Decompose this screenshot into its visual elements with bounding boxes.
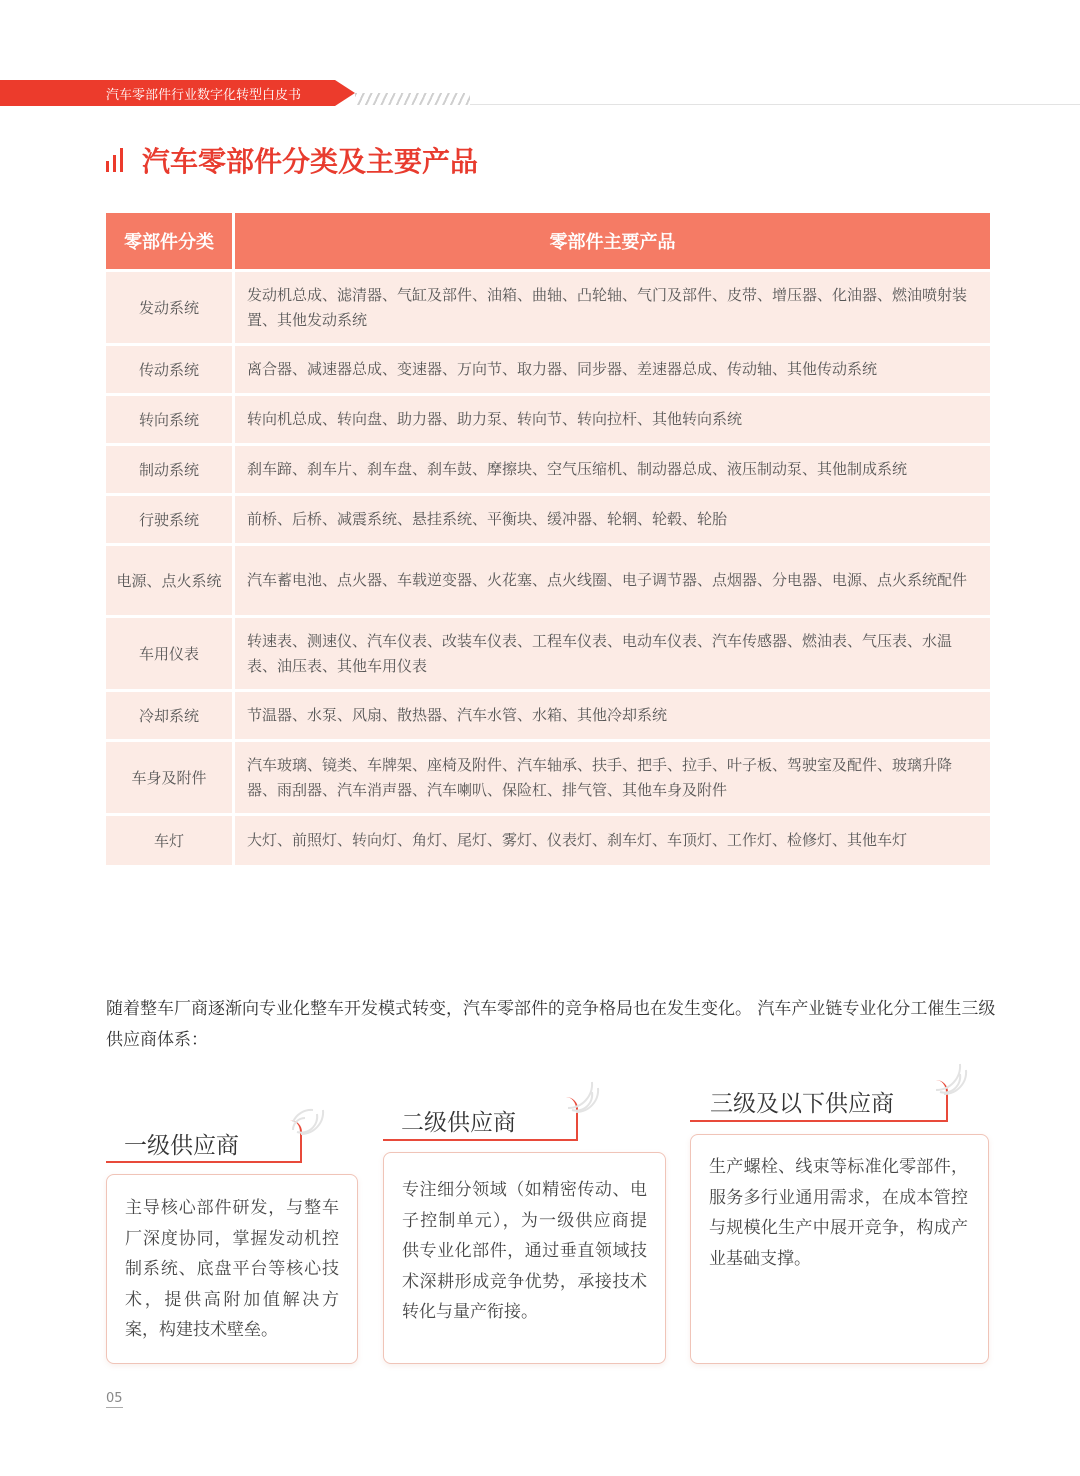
table-row [106,345,990,395]
supplier-description: 专注细分领域（如精密传动、电子控制单元），为一级供应商提供专业化部件，通过垂直领域技术深耕形成竞争优势，承接技术转化与量产衔接。 [402,1180,647,1322]
supplier-tab-tier3 [690,1080,948,1122]
table-row [106,617,990,691]
signal-waves-icon [287,1100,325,1138]
banner-arrow-tip [335,80,355,106]
page-number: 05 [106,1391,123,1406]
category-cell: 冷却系统 [106,691,234,741]
products-cell: 汽车蓄电池、点火器、车载逆变器、火花塞、点火线圈、电子调节器、点烟器、分电器、电源、点火系统配件 [234,545,991,617]
supplier-card-tier2 [383,1152,666,1364]
products-cell: 发动机总成、滤清器、气缸及部件、油箱、曲轴、凸轮轴、气门及部件、皮带、增压器、化油器、燃油喷射装置、其他发动系统 [234,271,991,345]
category-cell: 发动系统 [106,271,234,345]
table-row [106,545,990,617]
supplier-title: 二级供应商 [401,1110,516,1136]
category-cell: 制动系统 [106,445,234,495]
table-row [106,395,990,445]
category-cell: 电源、点火系统 [106,545,234,617]
category-cell: 传动系统 [106,345,234,395]
table-row [106,741,990,815]
supplier-title: 三级及以下供应商 [710,1091,894,1117]
category-cell: 车灯 [106,815,234,865]
products-cell: 离合器、减速器总成、变速器、万向节、取力器、同步器、差速器总成、传动轴、其他传动系统 [234,345,991,395]
table-header-row [106,213,990,271]
table-row [106,815,990,865]
products-cell: 大灯、前照灯、转向灯、角灯、尾灯、雾灯、仪表灯、刹车灯、车顶灯、工作灯、检修灯、其他车灯 [234,815,991,865]
products-cell: 前桥、后桥、减震系统、悬挂系统、平衡块、缓冲器、轮辋、轮毂、轮胎 [234,495,991,545]
table-row [106,495,990,545]
supplier-tab-tier2 [383,1097,578,1141]
category-cell: 车用仪表 [106,617,234,691]
supplier-title: 一级供应商 [124,1133,239,1159]
intro-paragraph: 随着整车厂商逐渐向专业化整车开发模式转变，汽车零部件的竞争格局也在发生变化。 汽车产业链专业化分工催生三级供应商体系： [106,999,996,1050]
category-cell: 转向系统 [106,395,234,445]
category-cell: 车身及附件 [106,741,234,815]
table-row [106,445,990,495]
banner-title: 汽车零部件行业数字化转型白皮书 [106,88,302,103]
supplier-description: 生产螺栓、线束等标准化零部件，服务多行业通用需求，在成本管控与规模化生产中展开竞争，构成产业基础支撑。 [709,1157,968,1269]
products-cell: 节温器、水泵、风扇、散热器、汽车水管、水箱、其他冷却系统 [234,691,991,741]
column-header-category: 零部件分类 [106,213,234,271]
supplier-card-tier3 [690,1134,989,1364]
products-cell: 转速表、测速仪、汽车仪表、改装车仪表、工程车仪表、电动车仪表、汽车传感器、燃油表、气压表、水温表、油压表、其他车用仪表 [234,617,991,691]
header-banner [0,80,355,106]
supplier-card-tier1 [106,1174,358,1364]
signal-waves-icon [562,1078,600,1116]
header-divider [470,104,1080,105]
signal-waves-icon [930,1060,968,1098]
section-title: 汽车零部件分类及主要产品 [142,145,479,178]
supplier-tab-tier1 [106,1120,302,1163]
products-cell: 汽车玻璃、镜类、车牌架、座椅及附件、汽车轴承、扶手、把手、拉手、叶子板、驾驶室及配件、玻璃升降器、雨刮器、汽车消声器、汽车喇叭、保险杠、排气管、其他车身及附件 [234,741,991,815]
parts-table [106,213,990,865]
title-bars-icon [106,148,126,172]
column-header-products: 零部件主要产品 [234,213,991,271]
table-row [106,691,990,741]
products-cell: 转向机总成、转向盘、助力器、助力泵、转向节、转向拉杆、其他转向系统 [234,395,991,445]
products-cell: 刹车蹄、刹车片、刹车盘、刹车鼓、摩擦块、空气压缩机、制动器总成、液压制动泵、其他制成系统 [234,445,991,495]
category-cell: 行驶系统 [106,495,234,545]
table-row [106,271,990,345]
supplier-description: 主导核心部件研发，与整车厂深度协同，掌握发动机控制系统、底盘平台等核心技术，提供高附加值解决方案，构建技术壁垒。 [125,1198,339,1340]
header-hatch-decoration [355,93,470,105]
